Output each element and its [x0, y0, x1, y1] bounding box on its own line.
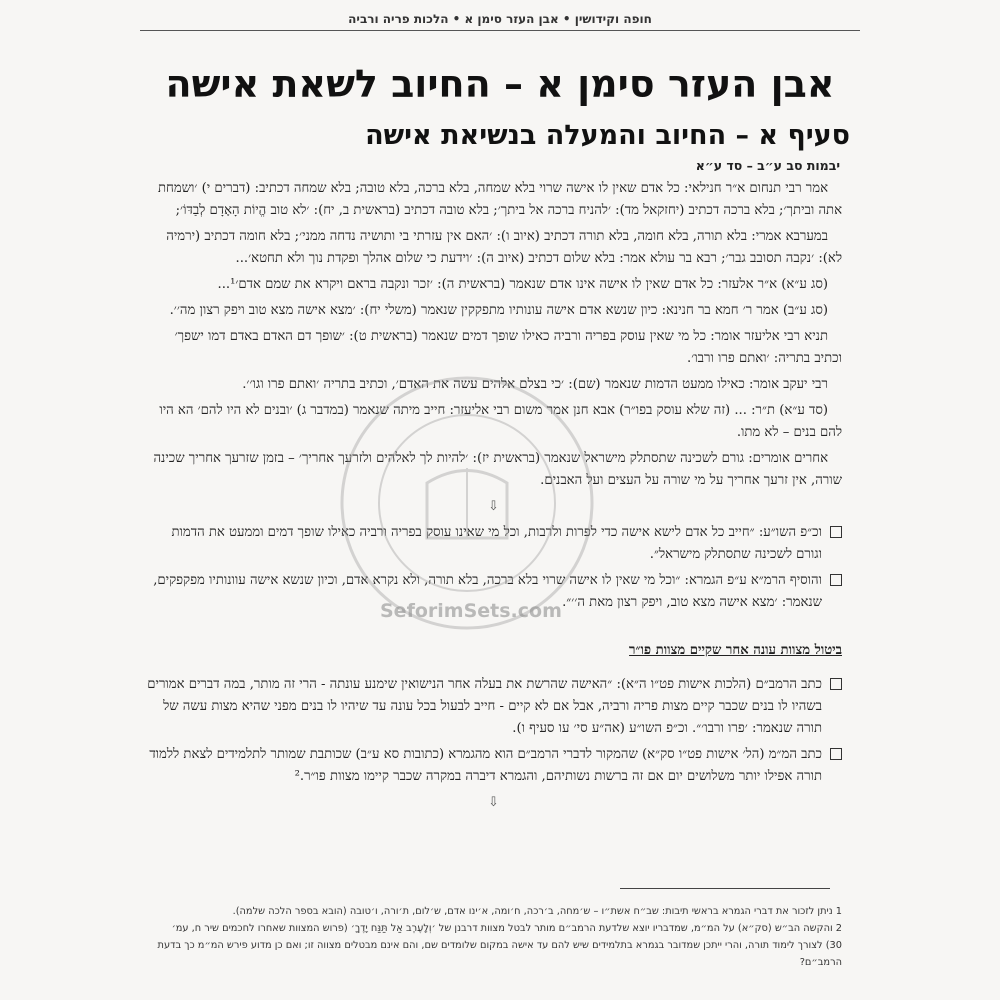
footnote: 1 ניתן לזכור את דברי הגמרא בראשי תיבות: שב״ח אשת״ו – ש׳מחה, ב׳רכה, ח׳ומה, א׳ינו אדם, ש׳לום, ת׳ורה, ו׳טובה (הובא בספר הלכה שלמה). [232, 906, 842, 917]
checkbox-icon [830, 526, 842, 538]
paragraph: תניא רבי אליעזר אומר: כל מי שאין עוסק בפריה ורביה כאילו שופך דמים שנאמר (בראשית ט): ׳שופך דם האדם באדם דמו ישפך׳ וכתיב בתריה: ׳ואתם פרו ורבו׳. [174, 329, 842, 366]
section-heading: ביטול מצוות עונה אחר שקיים מצוות פו״ר [629, 643, 842, 658]
running-header: חופה וקידושין • אבן העזר סימן א • הלכות פריה ורביה [348, 12, 652, 26]
bullet-item [145, 674, 842, 740]
paragraph: רבי יעקב אומר: כאילו ממעט הדמות שנאמר (שם): ׳כי בצלם אלהים עשה את האדם׳, וכתיב בתריה ׳ואתם פרו וגו׳׳. [242, 377, 828, 392]
footnote: 2 והקשה הב״ש (סק״א) על המ״מ, שמדבריו יוצא שלדעת הרמב״ם מותר לבטל מצוות דרבנן של ׳וְלָעֶרֶב אַל תַּנַּח יָדֶךָ׳ (פרוש המצוות שאחרו לחכמים שיר ח, עמ׳ 30) לצורך לימוד תורה, והרי ייתכן שמדובר בגמרא בתלמידים שיש להם עד אישה במקום שלומדים שם, והם אינם מבטלים מצווה זו; ואם כן מדוע פירש המ״מ כך בדעת הרמב״ם? [157, 923, 842, 968]
footnote-rule [620, 888, 830, 889]
bullet-item [145, 744, 842, 788]
bullet-text: כתב המ״מ (הל׳ אישות פט״ו סק״א) שהמקור לדברי הרמב״ם הוא מהגמרא (כתובות סא ע״ב) שכותבת שמותר לתלמידים לצאת ללמוד תורה אפילו יותר משלושים יום אם זה ברשות נשותיהם, והגמרא דיברה במקרה שכבר קיימו מצוות פו״ר.² [149, 747, 822, 784]
paragraph: אמר רבי תנחום א״ר חנילאי: כל אדם שאין לו אישה שרוי בלא שמחה, בלא ברכה, בלא טובה; בלא שמחה דכתיב: (דברים י) ׳ושמחת אתה וביתך׳; בלא ברכה דכתיב (יחזקאל מד): ׳להניח ברכה אל ביתך׳; בלא טובה דכתיב (בראשית ב, יח): ׳לא טוב הֱיוֹת הָאָדָם לְבַדּוֹ׳; [158, 181, 842, 218]
down-arrow-icon: ⇩ [488, 499, 499, 514]
checkbox-icon [830, 678, 842, 690]
section-subtitle: סעיף א – החיוב והמעלה בנשיאת אישה [365, 120, 850, 151]
bullet-text: כתב הרמב״ם (הלכות אישות פט״ו ה״א): ״האישה שהרשת את בעלה אחר הנישואין שימנע עונתה - הרי זה מותר, במה דברים אמורים בשהיו לו בנים שכבר קיים מצות פריה ורביה, אבל אם לא קיים - חייב לבעול בכל עונה עד שיהיו לו בנים מפני שהיא מצות עשה של תורה שנאמר: ׳פרו ורבו׳״. וכ״פ השו״ע (אה״ע סי׳ עו סעיף ו). [147, 677, 822, 736]
checkbox-icon [830, 574, 842, 586]
paragraph: במערבא אמרי: בלא תורה, בלא חומה, בלא תורה דכתיב (איוב ו): ׳האם אין עזרתי בי ותושיה נדחה ממני׳; בלא חומה דכתיב (ירמיה לא): ׳נקבה תסובב גבר׳; רבא בר עולא אמר: בלא שלום דכתיב (איוב ה): ׳וידעת כי שלום אהלך ופקדת נוך ולא תחטא׳... [166, 229, 842, 266]
watermark-site: SeforimSets.com [380, 600, 562, 622]
paragraph: (סד ע״א) ת״ר: ... (זה שלא עוסק בפו״ר) אבא חנן אמר משום רבי אליעזר: חייב מיתה שנאמר (במדבר ג) ׳ובנים לא היו להם׳ הא היו להם בנים – לא מתו. [159, 403, 842, 440]
bullet-text: וכ״פ השו״ע: ״חייב כל אדם לישא אישה כדי לפרות ולרבות, וכל מי שאינו עוסק בפריה ורביה כאילו שופך דמים וממעט את הדמות וגורם לשכינה שתסתלק מישראל״. [171, 525, 822, 562]
paragraph: אחרים אומרים: גורם לשכינה שתסתלק מישראל שנאמר (בראשית יז): ׳להיות לך לאלהים ולזרעך אחריך׳ – בזמן שזרעך אחריך שכינה שורה, אין זרעך אחריך על מי שורה על העצים ועל האבנים. [153, 451, 842, 488]
footnotes [155, 903, 842, 971]
bullet-text: והוסיף הרמ״א ע״פ הגמרא: ״וכל מי שאין לו אישה שרוי בלא ברכה, בלא תורה, ולא נקרא אדם, וכיון שנשא אישה עוונותיו מפקפקים, שנאמר: ׳מצא אישה מצא טוב, ויפק רצון מאת ה׳׳״. [153, 573, 822, 610]
header-rule [140, 30, 860, 31]
source-reference: יבמות סב ע״ב – סד ע״א [695, 158, 840, 173]
page-title: אבן העזר סימן א – החיוב לשאת אישה [165, 62, 835, 106]
paragraph: (סג ע״ב) אמר ר׳ חמא בר חנינא: כיון שנשא אדם אישה עונותיו מתפקקין שנאמר (משלי יח): ׳מצא אישה מצא טוב ויפק רצון מה׳׳. [169, 303, 828, 318]
watermark-seal-icon [332, 368, 602, 638]
checkbox-icon [830, 748, 842, 760]
down-arrow-icon: ⇩ [488, 795, 499, 810]
paragraph: (סג ע״א) א״ר אלעזר: כל אדם שאין לו אישה אינו אדם שנאמר (בראשית ה): ׳זכר ונקבה בראם ויקרא את שמם אדם׳¹... [217, 277, 828, 292]
